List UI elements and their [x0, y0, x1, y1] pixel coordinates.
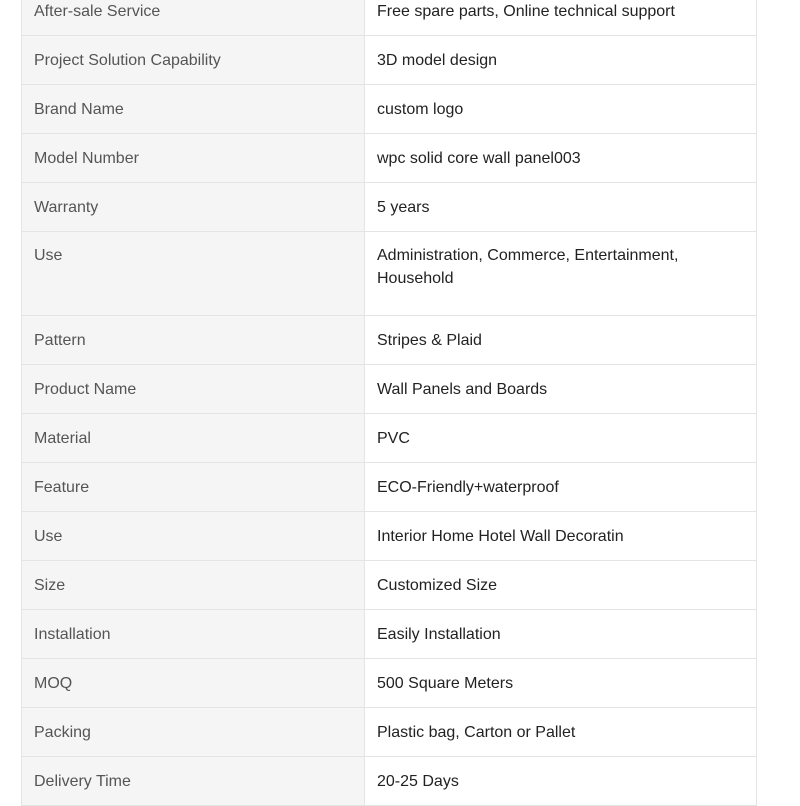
spec-key: Size: [22, 561, 365, 610]
spec-value: ECO-Friendly+waterproof: [365, 463, 757, 512]
spec-key: Use: [22, 232, 365, 316]
spec-value: 5 years: [365, 183, 757, 232]
spec-key: Brand Name: [22, 85, 365, 134]
table-row: [22, 610, 757, 659]
spec-value: PVC: [365, 414, 757, 463]
table-row: [22, 512, 757, 561]
spec-key: Delivery Time: [22, 757, 365, 806]
table-row: [22, 183, 757, 232]
spec-value: 3D model design: [365, 36, 757, 85]
spec-key: Packing: [22, 708, 365, 757]
spec-value: Plastic bag, Carton or Pallet: [365, 708, 757, 757]
spec-value: Interior Home Hotel Wall Decoratin: [365, 512, 757, 561]
product-spec-table: [21, 0, 757, 806]
table-row: [22, 708, 757, 757]
spec-value: 20-25 Days: [365, 757, 757, 806]
spec-value: wpc solid core wall panel003: [365, 134, 757, 183]
spec-key: Model Number: [22, 134, 365, 183]
table-row: [22, 463, 757, 512]
spec-key: Material: [22, 414, 365, 463]
spec-key: Installation: [22, 610, 365, 659]
table-row: [22, 757, 757, 806]
spec-key: Pattern: [22, 316, 365, 365]
spec-value: Free spare parts, Online technical support: [365, 0, 757, 36]
spec-value: Customized Size: [365, 561, 757, 610]
table-row: [22, 316, 757, 365]
spec-value: Administration, Commerce, Entertainment, Household: [365, 232, 757, 316]
spec-key: MOQ: [22, 659, 365, 708]
table-row: [22, 365, 757, 414]
table-row: [22, 561, 757, 610]
spec-value: Wall Panels and Boards: [365, 365, 757, 414]
spec-value: Stripes & Plaid: [365, 316, 757, 365]
spec-key: Product Name: [22, 365, 365, 414]
table-row: [22, 0, 757, 36]
spec-value: 500 Square Meters: [365, 659, 757, 708]
table-row: [22, 36, 757, 85]
table-row: [22, 414, 757, 463]
spec-key: After-sale Service: [22, 0, 365, 36]
spec-value: custom logo: [365, 85, 757, 134]
spec-key: Warranty: [22, 183, 365, 232]
spec-value: Easily Installation: [365, 610, 757, 659]
spec-key: Feature: [22, 463, 365, 512]
table-row: [22, 134, 757, 183]
table-row: [22, 85, 757, 134]
table-row: [22, 659, 757, 708]
spec-key: Project Solution Capability: [22, 36, 365, 85]
spec-key: Use: [22, 512, 365, 561]
table-row: [22, 232, 757, 316]
